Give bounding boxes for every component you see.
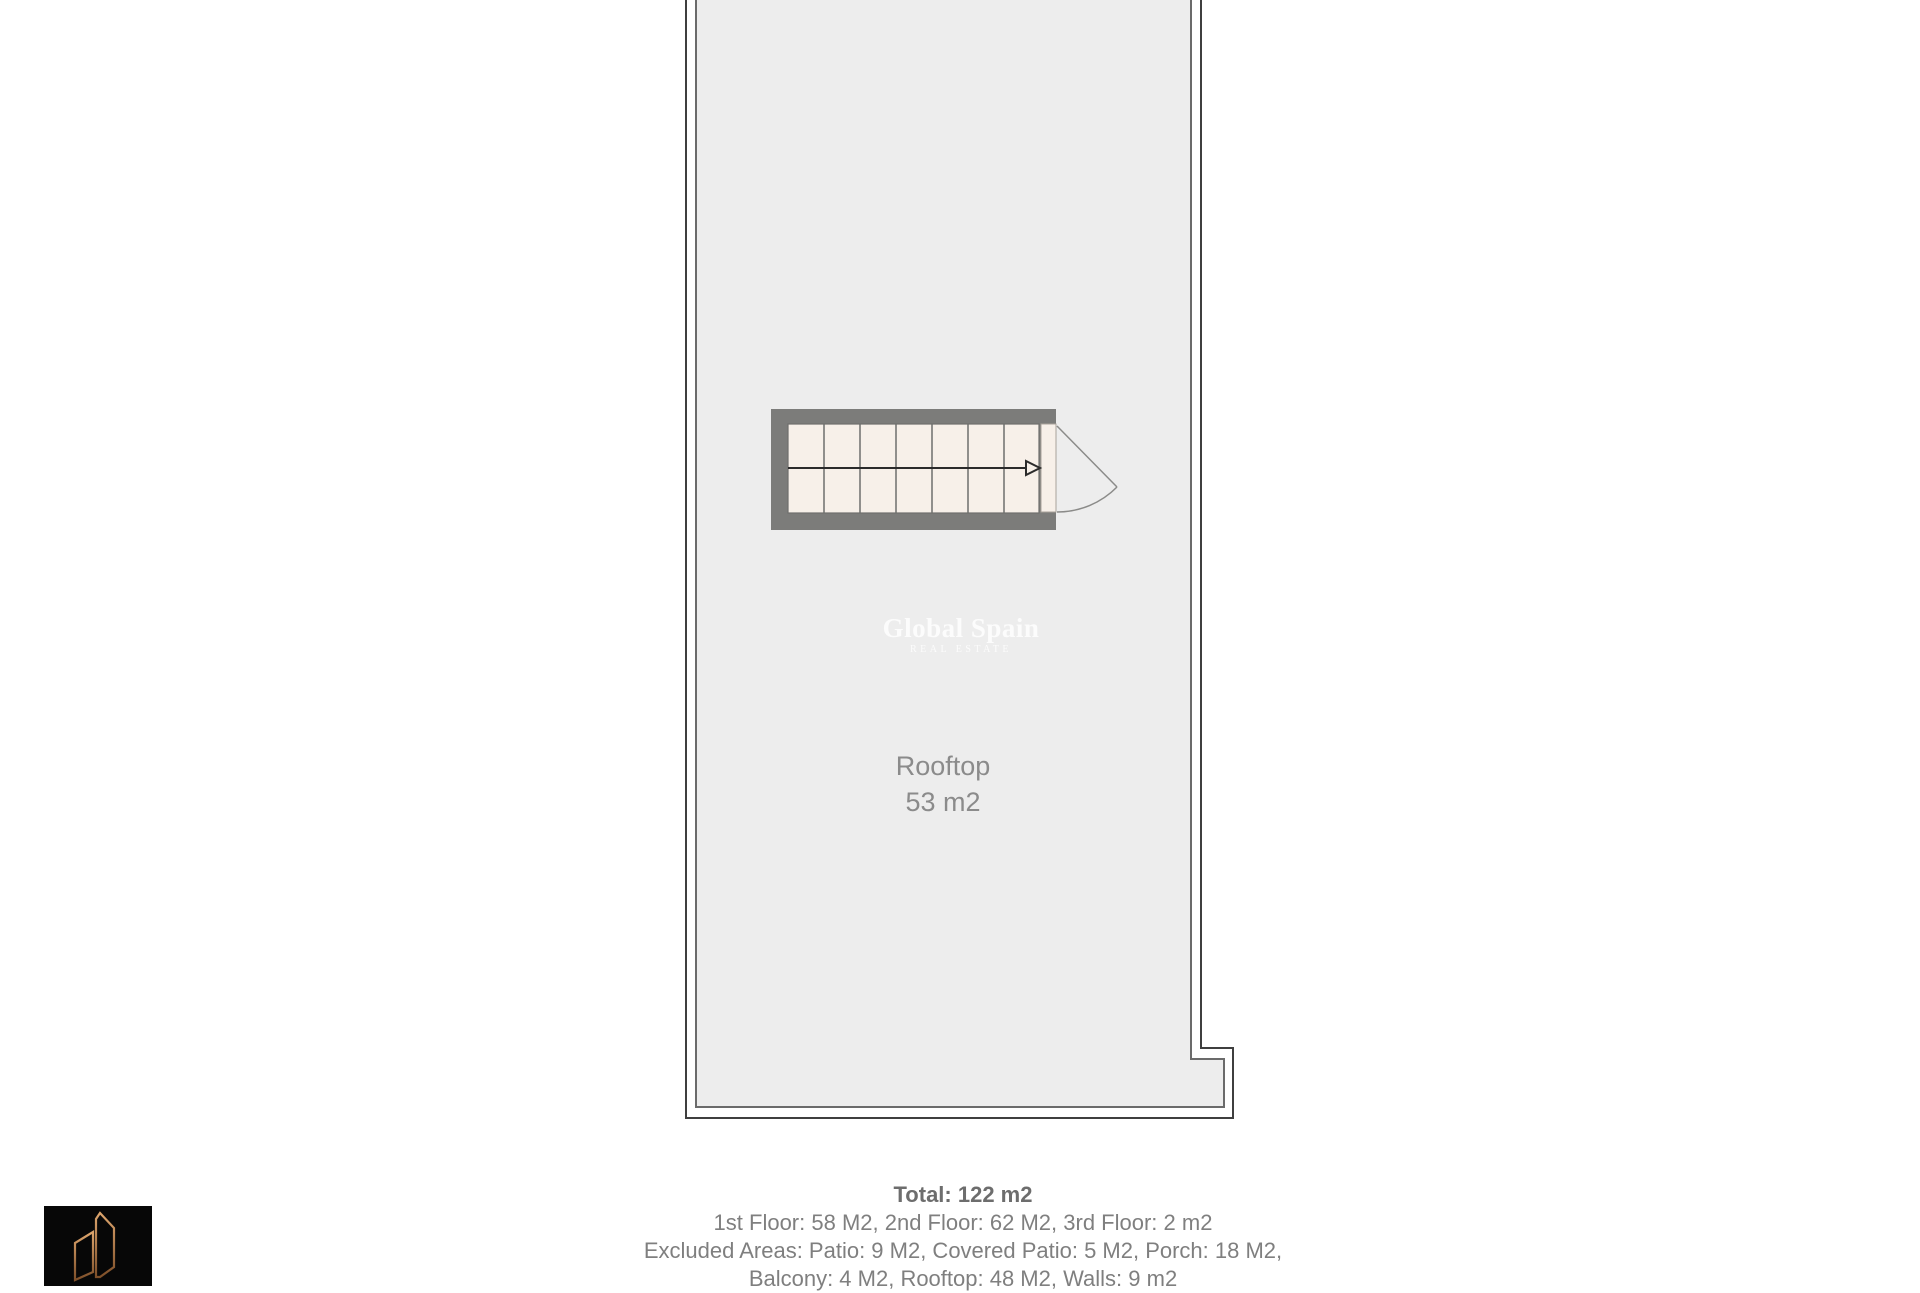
summary-excluded-line: Excluded Areas: Patio: 9 M2, Covered Patio: 5 M2, Porch: 18 M2,	[643, 1238, 1283, 1263]
area-summary	[3, 1181, 1920, 1293]
summary-total: Total: 122 m2	[893, 1182, 1033, 1207]
summary-floors-line: 1st Floor: 58 M2, 2nd Floor: 62 M2, 3rd Floor: 2 m2	[713, 1210, 1213, 1235]
plan-floor-area	[696, 0, 1224, 1107]
agency-logo	[44, 1206, 152, 1286]
summary-excluded-line-2: Balcony: 4 M2, Rooftop: 48 M2, Walls: 9 m2	[748, 1266, 1178, 1291]
buildings-icon	[44, 1206, 152, 1286]
room-area: 53 m2	[905, 787, 981, 817]
room-label	[743, 748, 1143, 820]
watermark-brand-text: Global Spain	[882, 613, 1040, 643]
watermark-tagline-text: REAL ESTATE	[909, 644, 1013, 655]
room-name: Rooftop	[895, 751, 991, 781]
door-opening	[1041, 424, 1056, 512]
